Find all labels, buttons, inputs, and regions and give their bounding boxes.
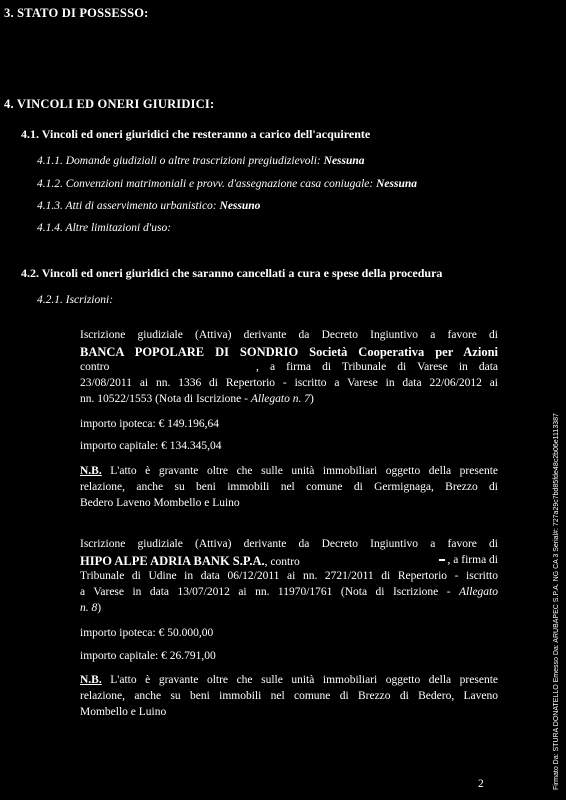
- entry2-nb-label: N.B.: [80, 674, 102, 686]
- entry2-line1: Iscrizione giudiziale (Attiva) derivante da Decreto Ingiuntivo a favore di: [80, 538, 498, 550]
- entry2-nb-text: L'atto è gravante oltre che sulle unità immobiliari oggetto della presente: [101, 674, 498, 686]
- entry2-close: ): [97, 602, 102, 614]
- redaction-mark: [439, 559, 445, 561]
- item-4-1-3: [37, 200, 260, 212]
- entry1-firma: , a firma di Tribunale di Varese in data: [256, 361, 498, 373]
- entry2-nb-line2: relazione, anche su beni immobili nel comune di Brezzo di Bedero, Laveno: [80, 690, 498, 702]
- entry1-nb-label: N.B.: [80, 465, 102, 477]
- entry2-capitale: importo capitale: € 26.791,00: [80, 650, 216, 662]
- section-4-1-title: 4.1. Vincoli ed oneri giuridici che resteranno a carico dell'acquirente: [21, 127, 371, 141]
- item-label: 4.1.3. Atti di asservimento urbanistico:: [37, 200, 220, 212]
- entry2-ipoteca: importo ipoteca: € 50.000,00: [80, 627, 214, 639]
- entry1-allegato: Allegato n. 7: [250, 393, 310, 405]
- section-3-title: 3. STATO DI POSSESSO:: [4, 6, 149, 20]
- entry1-contro: contro: [80, 361, 110, 373]
- entry1-nb-line1: [80, 465, 498, 477]
- entry2-firma: , a firma di: [439, 554, 498, 566]
- entry2-firma-text: a firma di: [453, 554, 498, 566]
- entry1-line5: [80, 393, 498, 405]
- item-label: 4.1.4. Altre limitazioni d'uso:: [37, 222, 172, 234]
- entry2-line5: [80, 602, 498, 614]
- entry2-bank-name: HIPO ALPE ADRIA BANK S.P.A.: [80, 554, 265, 568]
- entry2-nota: a Varese in data 13/07/2012 ai nn. 11970/1761 (Nota di Iscrizione -: [80, 586, 460, 598]
- entry1-line1: Iscrizione giudiziale (Attiva) derivante da Decreto Ingiuntivo a favore di: [80, 329, 498, 341]
- entry1-nb-line3: Bedero Laveno Mombello e Luino: [80, 497, 240, 509]
- entry1-close: ): [309, 393, 314, 405]
- entry1-nb-text: L'atto è gravante oltre che sulle unità immobiliari oggetto della presente: [101, 465, 498, 477]
- item-4-2-1-label: 4.2.1. Iscrizioni:: [37, 294, 114, 306]
- entry1-capitale: importo capitale: € 134.345,04: [80, 440, 222, 452]
- entry1-bank-name: BANCA POPOLARE DI SONDRIO Società Cooperativa per Azioni: [80, 345, 498, 359]
- item-4-1-1: [37, 155, 365, 167]
- entry1-line3: [80, 361, 498, 373]
- entry2-allegato: Allegato: [459, 586, 498, 598]
- page-number: 2: [478, 778, 484, 790]
- item-value: Nessuna: [376, 178, 418, 190]
- item-4-1-4: [37, 222, 171, 234]
- item-4-1-2: [37, 178, 417, 190]
- item-label: 4.1.2. Convenzioni matrimoniali e provv. d'assegnazione casa coniugale:: [37, 178, 377, 190]
- entry1-nb-line2: relazione, anche su beni immobili nel comune di Germignaga, Brezzo di: [80, 481, 498, 493]
- entry2-line3: Tribunale di Udine in data 06/12/2011 ai nn. 2721/2011 di Repertorio - iscritto: [80, 570, 498, 582]
- entry2-nb-line3: Mombello e Luino: [80, 706, 167, 718]
- section-4-title: 4. VINCOLI ED ONERI GIURIDICI:: [4, 97, 215, 111]
- section-4-2-title: 4.2. Vincoli ed oneri giuridici che saranno cancellati a cura e spese della procedura: [21, 266, 443, 280]
- entry2-line4: [80, 586, 498, 598]
- entry1-ipoteca: importo ipoteca: € 149.196,64: [80, 418, 219, 430]
- item-value: Nessuno: [219, 200, 261, 212]
- entry2-contro: , contro: [264, 556, 300, 568]
- item-label: 4.1.1. Domande giudiziali o altre trascrizioni pregiudizievoli:: [37, 155, 324, 167]
- digital-signature-stamp: Firmato Da: STURA DONATELLO Emesso Da: ARUBAPEC S.P.A. NG CA 3 Serial#: 727a29c7bd85fde48c2b06e1113387: [553, 413, 560, 790]
- entry1-nota: nn. 10522/1553 (Nota di Iscrizione -: [80, 393, 251, 405]
- item-value: Nessuna: [323, 155, 365, 167]
- entry2-allegato-num: n. 8: [80, 602, 98, 614]
- entry2-line2: [80, 554, 498, 569]
- entry1-line4: 23/08/2011 ai nn. 1336 di Repertorio - iscritto a Varese in data 22/06/2012 ai: [80, 377, 498, 389]
- entry2-nb-line1: [80, 674, 498, 686]
